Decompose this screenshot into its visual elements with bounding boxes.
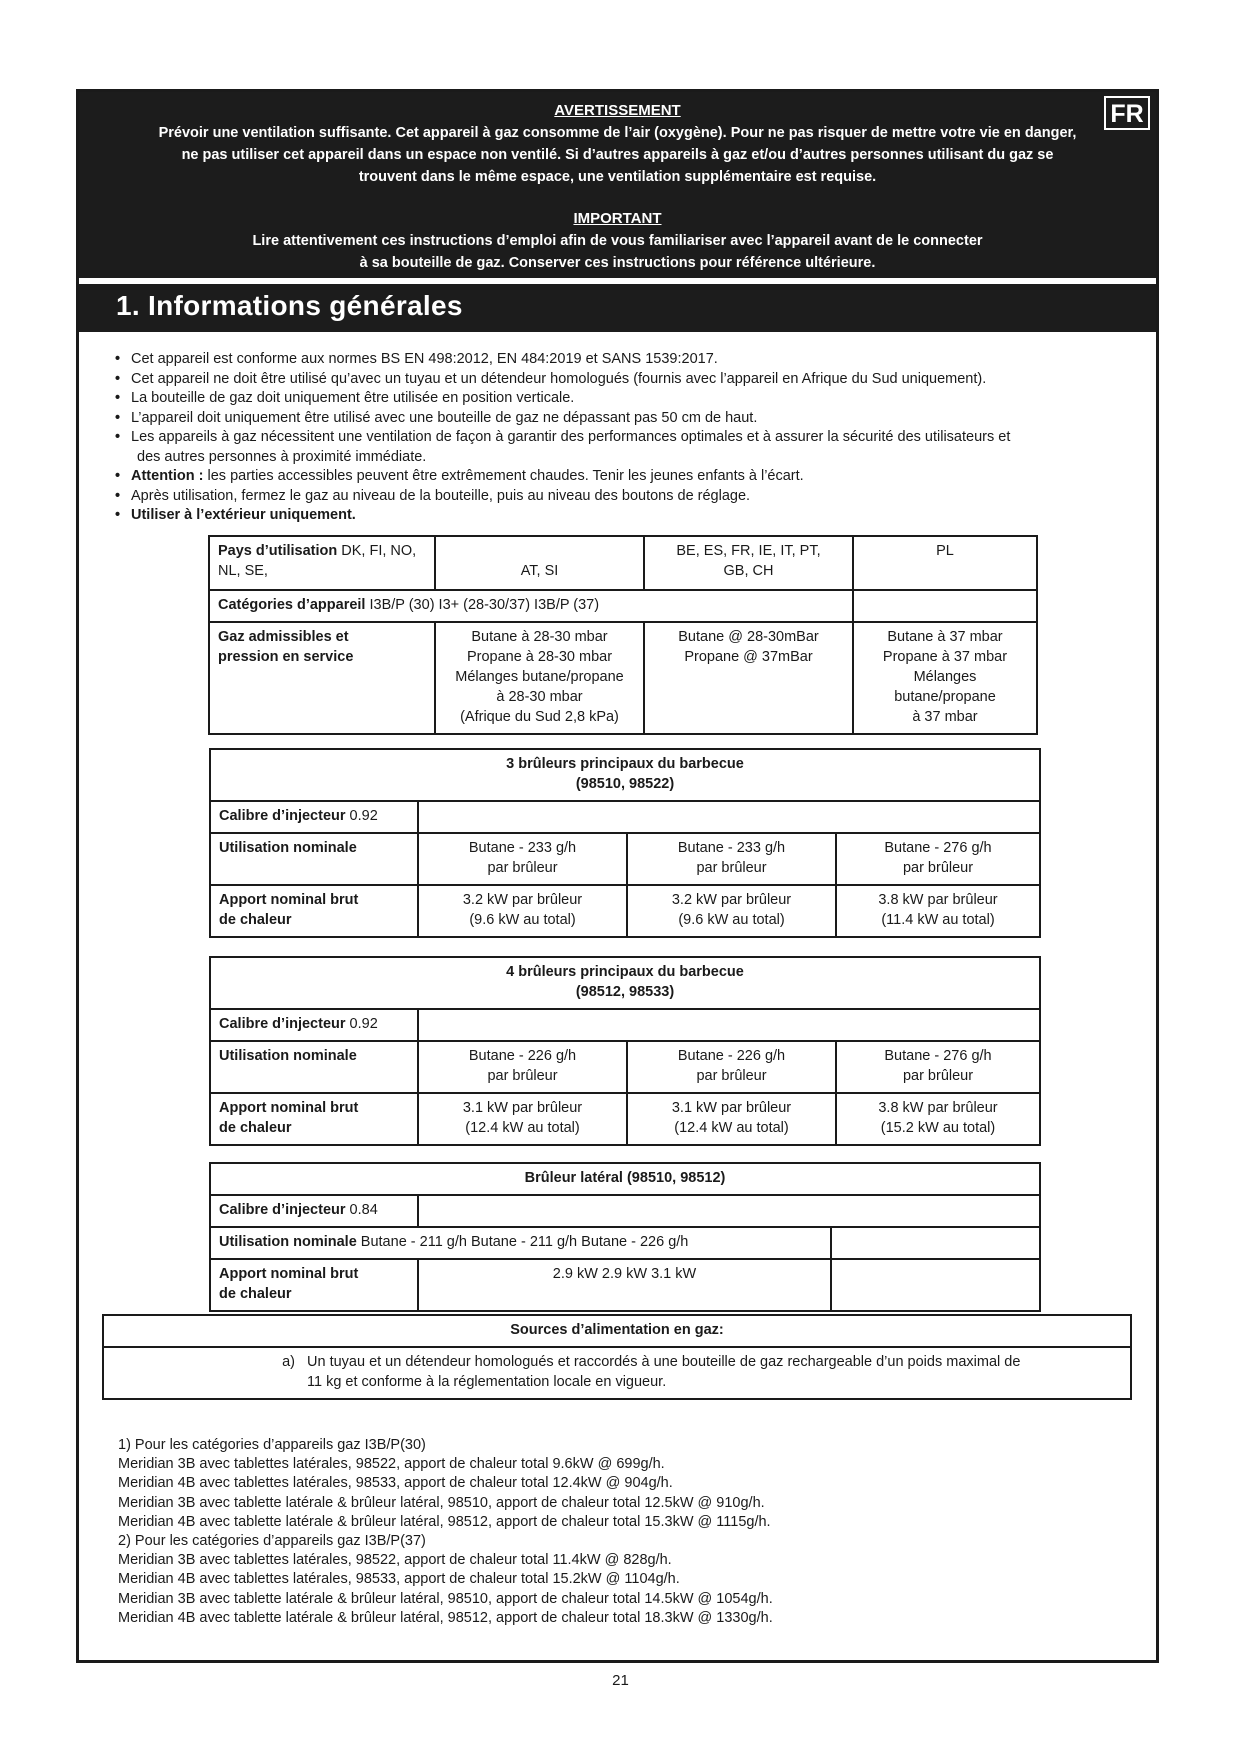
- page-frame: [76, 89, 1159, 1663]
- table-header: Sources d’alimentation en gaz:: [103, 1315, 1131, 1347]
- important-line: Lire attentivement ces instructions d’emploi afin de vous familiariser avec l’appareil avant de le connecter: [252, 233, 983, 249]
- table-cell: PL: [853, 536, 1037, 590]
- table-header: 4 brûleurs principaux du barbecue (98512, 98533): [210, 957, 1040, 1009]
- table-cell: Butane à 28-30 mbar Propane à 28-30 mbar Mélanges butane/propane à 28-30 mbar (Afrique du Sud 2,8 kPa): [435, 622, 644, 734]
- table-cell: Butane - 226 g/h par brûleur: [627, 1041, 836, 1093]
- side-burner-table: [209, 1162, 1041, 1312]
- note-line: Meridian 3B avec tablettes latérales, 98522, apport de chaleur total 9.6kW @ 699g/h.: [118, 1456, 665, 1473]
- warning-box: [79, 92, 1156, 278]
- table-cell: [418, 1195, 1040, 1227]
- list-item: • Attention : les parties accessibles peuvent être extrêmement chaudes. Tenir les jeunes enfants à l’écart.: [115, 467, 1135, 487]
- table-cell: 2.9 kW 2.9 kW 3.1 kW: [418, 1259, 831, 1311]
- warning-title: AVERTISSEMENT: [554, 102, 681, 119]
- general-info-list: [115, 350, 1135, 526]
- note-line: Meridian 4B avec tablette latérale & brûleur latéral, 98512, apport de chaleur total 15.3kW @ 1115g/h.: [118, 1513, 771, 1530]
- table-cell: [831, 1259, 1040, 1311]
- table-cell: Calibre d’injecteur 0.92: [210, 1009, 418, 1041]
- list-item: • Après utilisation, fermez le gaz au niveau de la bouteille, puis au niveau des boutons de réglage.: [115, 487, 1135, 507]
- table-cell: Butane - 226 g/h par brûleur: [418, 1041, 627, 1093]
- table-cell: 3.2 kW par brûleur (9.6 kW au total): [627, 885, 836, 937]
- table-cell: [831, 1227, 1040, 1259]
- table-cell: Butane - 276 g/h par brûleur: [836, 833, 1040, 885]
- table-cell: Calibre d’injecteur 0.92: [210, 801, 418, 833]
- list-item: • Cet appareil ne doit être utilisé qu’avec un tuyau et un détendeur homologués (fournis avec l’appareil en Afrique du Sud uniquement).: [115, 370, 1135, 390]
- section-header: [79, 284, 1156, 332]
- page-number: 21: [612, 1672, 629, 1689]
- note-line: 1) Pour les catégories d’appareils gaz I3B/P(30): [118, 1437, 426, 1453]
- list-item: • Les appareils à gaz nécessitent une ventilation de façon à garantir des performances optimales et à assurer la sécurité des utilisateurs et des autres personnes à proximité immédiate.: [115, 428, 1135, 467]
- burner4-table: [209, 956, 1041, 1146]
- note-line: Meridian 3B avec tablette latérale & brûleur latéral, 98510, apport de chaleur total 12.5kW @ 910g/h.: [118, 1494, 765, 1511]
- table-cell: Apport nominal brut de chaleur: [210, 1093, 418, 1145]
- table-cell: 3.1 kW par brûleur (12.4 kW au total): [627, 1093, 836, 1145]
- gas-sources-table: [102, 1314, 1132, 1400]
- note-line: Meridian 3B avec tablettes latérales, 98522, apport de chaleur total 11.4kW @ 828g/h.: [118, 1552, 672, 1569]
- warning-line: trouvent dans le même espace, une ventilation supplémentaire est requise.: [358, 169, 877, 185]
- note-line: Meridian 4B avec tablette latérale & brûleur latéral, 98512, apport de chaleur total 18.3kW @ 1330g/h.: [118, 1609, 773, 1626]
- warning-line: Prévoir une ventilation suffisante. Cet appareil à gaz consomme de l’air (oxygène). Pour ne pas risquer de mettre votre vie en danger,: [158, 125, 1077, 141]
- countries-table: [208, 535, 1038, 735]
- important-title: IMPORTANT: [573, 210, 662, 227]
- table-cell: Utilisation nominale: [210, 833, 418, 885]
- table-cell: Butane à 37 mbar Propane à 37 mbar Mélanges butane/propane à 37 mbar: [853, 622, 1037, 734]
- table-cell: [418, 801, 1040, 833]
- table-cell: a): [103, 1347, 299, 1399]
- table-cell: Utilisation nominale Butane - 211 g/h Butane - 211 g/h Butane - 226 g/h: [210, 1227, 831, 1259]
- table-cell: Apport nominal brut de chaleur: [210, 1259, 418, 1311]
- table-cell: Butane - 233 g/h par brûleur: [418, 833, 627, 885]
- table-cell: [418, 1009, 1040, 1041]
- table-cell: 3.8 kW par brûleur (11.4 kW au total): [836, 885, 1040, 937]
- list-item: • L’appareil doit uniquement être utilisé avec une bouteille de gaz ne dépassant pas 50 cm de haut.: [115, 409, 1135, 429]
- table-cell: Butane - 233 g/h par brûleur: [627, 833, 836, 885]
- table-cell: Butane - 276 g/h par brûleur: [836, 1041, 1040, 1093]
- table-header: 3 brûleurs principaux du barbecue (98510, 98522): [210, 749, 1040, 801]
- table-cell: Utilisation nominale: [210, 1041, 418, 1093]
- table-cell: 3.2 kW par brûleur (9.6 kW au total): [418, 885, 627, 937]
- table-cell: [853, 590, 1037, 622]
- warning-line: ne pas utiliser cet appareil dans un espace non ventilé. Si d’autres appareils à gaz et/ou d’autres personnes utilisant du gaz se: [181, 147, 1054, 163]
- section-title: 1. Informations générales: [116, 290, 463, 321]
- table-cell: Pays d’utilisation DK, FI, NO, NL, SE,: [209, 536, 435, 590]
- table-cell: Gaz admissibles et pression en service: [209, 622, 435, 734]
- table-cell: BE, ES, FR, IE, IT, PT, GB, CH: [644, 536, 853, 590]
- note-line: 2) Pour les catégories d’appareils gaz I3B/P(37): [118, 1533, 426, 1550]
- table-cell: Un tuyau et un détendeur homologués et raccordés à une bouteille de gaz rechargeable d’un poids maximal de 11 kg et conforme à la réglementation locale en vigueur.: [299, 1347, 1131, 1399]
- burner3-table: [209, 748, 1041, 938]
- table-cell: Butane @ 28-30mBar Propane @ 37mBar: [644, 622, 853, 734]
- table-cell: AT, SI: [435, 536, 644, 590]
- table-header: Brûleur latéral (98510, 98512): [210, 1163, 1040, 1195]
- language-badge: FR: [1104, 96, 1150, 130]
- table-cell: Catégories d’appareil I3B/P (30) I3+ (28-30/37) I3B/P (37): [209, 590, 853, 622]
- gas-category-notes: [118, 1436, 1118, 1628]
- important-line: à sa bouteille de gaz. Conserver ces instructions pour référence ultérieure.: [359, 255, 876, 271]
- table-cell: 3.1 kW par brûleur (12.4 kW au total): [418, 1093, 627, 1145]
- table-cell: 3.8 kW par brûleur (15.2 kW au total): [836, 1093, 1040, 1145]
- list-item: • La bouteille de gaz doit uniquement être utilisée en position verticale.: [115, 389, 1135, 409]
- list-item: • Utiliser à l’extérieur uniquement.: [115, 506, 1135, 526]
- list-item: • Cet appareil est conforme aux normes BS EN 498:2012, EN 484:2019 et SANS 1539:2017.: [115, 350, 1135, 370]
- note-line: Meridian 4B avec tablettes latérales, 98533, apport de chaleur total 15.2kW @ 1104g/h.: [118, 1571, 680, 1588]
- note-line: Meridian 3B avec tablette latérale & brûleur latéral, 98510, apport de chaleur total 14.5kW @ 1054g/h.: [118, 1590, 773, 1607]
- table-cell: Apport nominal brut de chaleur: [210, 885, 418, 937]
- table-cell: Calibre d’injecteur 0.84: [210, 1195, 418, 1227]
- note-line: Meridian 4B avec tablettes latérales, 98533, apport de chaleur total 12.4kW @ 904g/h.: [118, 1475, 673, 1492]
